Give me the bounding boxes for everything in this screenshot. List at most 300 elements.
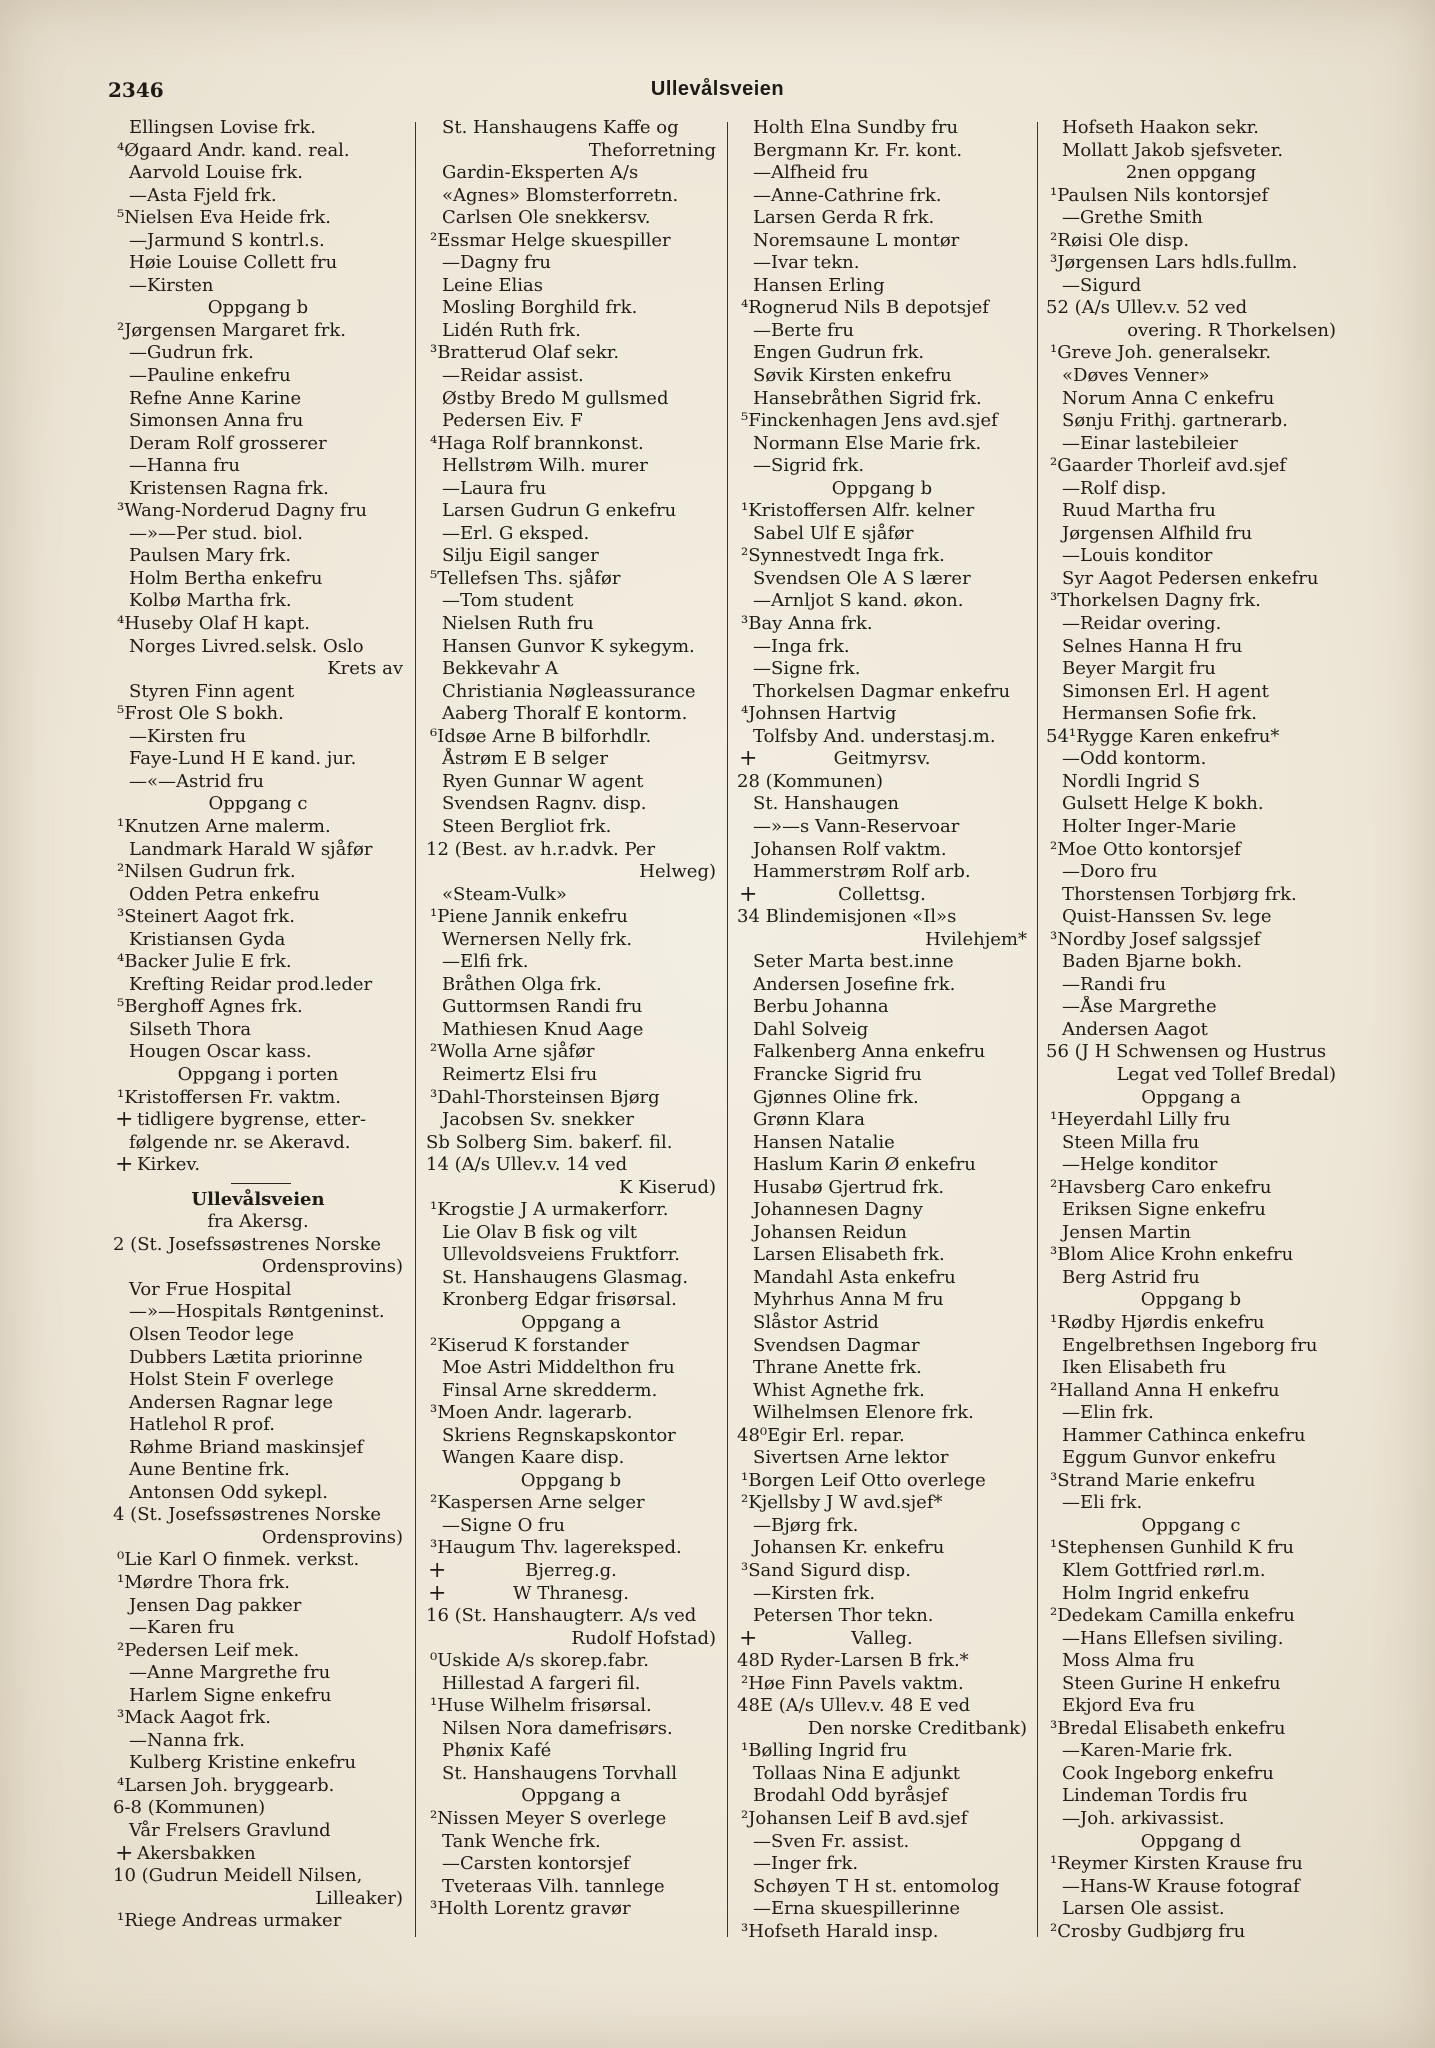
entry-text: Akersbakken [137,1842,256,1864]
entry-text: Oppgang c [1141,1514,1241,1536]
directory-entry [737,320,1027,343]
directory-entry [725,1673,1027,1696]
entry-text: Wangen Kaare disp. [442,1447,625,1469]
directory-entry [426,996,716,1019]
entry-text: ³Blom Alice Krohn enkefru [1050,1244,1294,1266]
directory-entry [1034,1537,1336,1560]
directory-entry [1046,861,1336,884]
directory-entry [1046,1132,1336,1155]
entry-text: Christiania Nøgleassurance [442,680,696,702]
entry-text: Svendsen Ragnv. disp. [442,793,647,815]
directory-entry [1034,455,1336,478]
entry-text: Iken Elisabeth fru [1062,1357,1227,1379]
section-heading [113,793,403,816]
entry-text: Lie Olav B fisk og vilt [442,1221,638,1243]
entry-text: Skriens Regnskapskontor [442,1424,676,1446]
entry-text: 34 Blindemisjonen «Il»s [737,906,957,928]
entry-text: —Alfheid fru [753,162,869,184]
directory-entry [1046,478,1336,501]
entry-text: ⁵Berghoff Agnes frk. [117,996,303,1018]
directory-entry [1046,613,1336,636]
directory-entry [426,1244,716,1267]
entry-text: Olsen Teodor lege [129,1323,295,1345]
directory-entry [414,568,716,591]
entry-text: Hillestad A fargeri fil. [442,1672,641,1694]
directory-entry [426,365,716,388]
entry-text: Myhrhus Anna M fru [753,1289,944,1311]
entry-text: Larsen Gerda R frk. [753,207,935,229]
directory-entry [426,500,716,523]
cross-icon: + [115,1109,134,1132]
entry-text: —Hanna fru [129,455,240,477]
entry-text: ¹Riege Andreas urmaker [117,1910,342,1932]
directory-entry [101,500,403,523]
entry-text: Mandahl Asta enkefru [753,1266,956,1288]
entry-text: ³Wang-Norderud Dagny fru [117,500,367,522]
entry-text: 28 (Kommunen) [737,770,884,792]
entry-text: Theforretning [588,139,716,161]
entry-continuation [426,1177,716,1200]
entry-text: Ullevålsveien [191,1188,325,1210]
entry-text: Finsal Arne skredderm. [442,1379,658,1401]
directory-entry [101,1549,403,1572]
directory-entry [1046,433,1336,456]
entry-text: ²Høe Finn Pavels vaktm. [741,1672,964,1694]
directory-entry [1046,1695,1336,1718]
directory-entry [113,974,403,997]
directory-entry [1034,230,1336,253]
entry-text: Svendsen Dagmar [753,1334,920,1356]
entry-text: —Laura fru [442,477,547,499]
directory-entry [1046,816,1336,839]
column-3 [737,117,1027,1943]
directory-entry [414,1041,716,1064]
directory-entry [737,1064,1027,1087]
directory-entry [426,478,716,501]
entry-text: —Sven Fr. assist. [753,1830,910,1852]
entry-text: Sb Solberg Sim. bakerf. fil. [426,1131,673,1153]
entry-text: ⁴Johnsen Hartvig [741,703,897,725]
directory-entry [113,185,403,208]
directory-entry [737,861,1027,884]
directory-entry [426,275,716,298]
entry-text: Simonsen Anna fru [129,410,304,432]
entry-text: ³Holth Lorentz gravør [430,1898,631,1920]
cross-street [113,1154,403,1177]
entry-text: Andersen Ragnar lege [129,1391,334,1413]
entry-text: Eggum Gunvor enkefru [1062,1447,1277,1469]
directory-entry [426,1763,716,1786]
entry-text: —Doro fru [1062,861,1158,883]
entry-text: —Elfi frk. [442,951,529,973]
entry-text: —Inger frk. [753,1853,859,1875]
directory-entry [113,1617,403,1640]
directory-entry [737,162,1027,185]
entry-text: ²Havsberg Caro enkefru [1050,1176,1272,1198]
entry-text: ⁶Idsøe Arne B bilforhdlr. [430,725,652,747]
directory-entry [1034,1718,1336,1741]
directory-entry [737,1515,1027,1538]
section-heading [1046,162,1336,185]
entry-text: —Åse Margrethe [1062,996,1217,1018]
directory-entry [1046,523,1336,546]
entry-text: Lidén Ruth frk. [442,319,581,341]
directory-entry [426,929,716,952]
directory-entry [1046,1808,1336,1831]
directory-entry [113,117,403,140]
page-number: 2346 [108,78,164,102]
entry-text: Grønn Klara [753,1109,865,1131]
directory-entry [101,996,403,1019]
entry-text: Oppgang i porten [177,1063,339,1085]
entry-text: —Ivar tekn. [753,252,860,274]
entry-text: Dahl Solveig [753,1018,869,1040]
section-heading [426,1470,716,1493]
directory-entry [426,748,716,771]
section-heading [737,478,1027,501]
directory-entry [414,726,716,749]
directory-entry [725,613,1027,636]
entry-text: ¹Paulsen Nils kontorsjef [1050,184,1269,206]
directory-entry [1046,681,1336,704]
directory-entry [737,1199,1027,1222]
directory-entry [737,1177,1027,1200]
entry-text: Eriksen Signe enkefru [1062,1199,1266,1221]
entry-text: Larsen Gudrun G enkefru [442,500,677,522]
entry-text: —Elin frk. [1062,1402,1154,1424]
entry-text: Helweg) [639,861,716,883]
entry-text: Norges Livred.selsk. Oslo [129,635,364,657]
entry-text: «Steam-Vulk» [442,883,567,905]
directory-entry [725,1740,1027,1763]
column-4 [1046,117,1336,1943]
entry-text: —Rolf disp. [1062,477,1167,499]
entry-text: Jacobsen Sv. snekker [442,1109,634,1131]
entry-text: Thorstensen Torbjørg frk. [1062,883,1297,905]
entry-continuation [426,140,716,163]
entry-text: —Kirsten fru [129,725,247,747]
directory-entry [1046,1357,1336,1380]
entry-text: Ordensprovins) [261,1256,403,1278]
directory-entry [426,410,716,433]
entry-text: Syr Aagot Pedersen enkefru [1062,567,1319,589]
directory-entry [737,342,1027,365]
directory-entry [113,410,403,433]
directory-entry [113,636,403,659]
directory-entry [1046,1763,1336,1786]
entry-text: Wilhelmsen Elenore frk. [753,1402,974,1424]
directory-entry [737,1537,1027,1560]
building-number-entry [737,1425,1027,1448]
entry-text: ²Pedersen Leif mek. [117,1639,300,1661]
entry-text: —Dagny fru [442,252,552,274]
entry-text: —Inga frk. [753,635,850,657]
directory-entry [414,1898,716,1921]
directory-entry [725,1470,1027,1493]
entry-text: ²Wolla Arne sjåfør [430,1041,595,1063]
entry-text: St. Hanshaugens Glasmag. [442,1266,689,1288]
directory-entry [113,1414,403,1437]
directory-entry [737,455,1027,478]
building-number-entry [1046,1041,1336,1064]
entry-text: Norum Anna C enkefru [1062,387,1275,409]
entry-text: Søvik Kirsten enkefru [753,365,952,387]
entry-text: Oppgang a [521,1311,621,1333]
entry-text: ²Synnestvedt Inga frk. [741,545,945,567]
directory-entry [113,1132,403,1155]
section-rule [113,1177,403,1189]
directory-entry [1046,1650,1336,1673]
directory-entry [737,1357,1027,1380]
directory-entry [113,1459,403,1482]
directory-entry [113,1730,403,1753]
directory-entry [101,861,403,884]
entry-text: Holm Bertha enkefru [129,567,323,589]
entry-text: ²Halland Anna H enkefru [1050,1379,1280,1401]
entry-text: —Karen fru [129,1617,235,1639]
directory-entry [737,1109,1027,1132]
entry-text: —»—Per stud. biol. [129,522,303,544]
directory-entry [737,523,1027,546]
entry-text: —Kirsten [129,274,214,296]
building-number-entry [113,1865,403,1888]
building-number-entry [737,1650,1027,1673]
building-number-entry [113,1797,403,1820]
directory-entry [426,884,716,907]
directory-entry [101,1087,403,1110]
cross-street [737,1628,1027,1651]
entry-text: 10 (Gudrun Meidell Nilsen, [113,1865,363,1887]
entry-text: ⁵Tellefsen Ths. sjåfør [430,567,621,589]
directory-entry [1046,365,1336,388]
entry-text: —Sigrid frk. [753,455,865,477]
directory-entry [737,793,1027,816]
directory-entry [1046,140,1336,163]
entry-text: 12 (Best. av h.r.advk. Per [426,838,656,860]
directory-entry [113,884,403,907]
entry-text: Guttormsen Randi fru [442,996,643,1018]
directory-entry [1046,117,1336,140]
entry-text: Ryen Gunnar W agent [442,770,644,792]
section-heading [1046,1831,1336,1854]
entry-text: —Reidar assist. [442,365,584,387]
entry-text: Slåstor Astrid [753,1311,879,1333]
entry-text: Hatlehol R prof. [129,1414,275,1436]
entry-text: ³Steinert Aagot frk. [117,906,295,928]
entry-continuation [737,929,1027,952]
entry-text: Mollatt Jakob sjefsveter. [1062,139,1284,161]
entry-text: St. Hanshaugens Torvhall [442,1762,677,1784]
directory-entry [737,996,1027,1019]
directory-entry [1046,658,1336,681]
directory-entry [426,1380,716,1403]
directory-entry [1046,1222,1336,1245]
entry-text: 16 (St. Hanshaugterr. A/s ved [426,1605,697,1627]
section-heading [113,1064,403,1087]
entry-text: Hofseth Haakon sekr. [1062,117,1259,138]
directory-entry [426,1267,716,1290]
entry-text: Hellstrøm Wilh. murer [442,455,648,477]
entry-text: ¹Heyerdahl Lilly fru [1050,1109,1231,1131]
entry-text: —Joh. arkivassist. [1062,1808,1225,1830]
directory-entry [737,1605,1027,1628]
directory-entry [113,1301,403,1324]
entry-text: Jensen Dag pakker [129,1594,302,1616]
entry-continuation [1046,320,1336,343]
directory-entry [737,1222,1027,1245]
entry-text: ¹Knutzen Arne malerm. [117,815,331,837]
entry-text: Hansen Natalie [753,1131,895,1153]
directory-entry [1046,906,1336,929]
entry-text: ²Nissen Meyer S overlege [430,1808,667,1830]
directory-entry [113,726,403,749]
directory-entry [414,1808,716,1831]
directory-entry [113,1347,403,1370]
entry-text: Brodahl Odd byråsjef [753,1785,948,1807]
directory-entry [426,974,716,997]
entry-text: Cook Ingeborg enkefru [1062,1762,1274,1784]
entry-text: 48⁰Egir Erl. repar. [737,1424,905,1446]
entry-text: Hansen Erling [753,274,885,296]
entry-text: følgende nr. se Akeravd. [129,1131,351,1153]
directory-entry [1034,1380,1336,1403]
entry-text: Husabø Gjertrud frk. [753,1176,945,1198]
entry-text: Collettsg. [838,883,926,905]
entry-text: Oppgang b [1140,1289,1242,1311]
column-2 [426,117,716,1921]
directory-entry [1034,1853,1336,1876]
entry-text: ³Jørgensen Lars hdls.fullm. [1050,252,1298,274]
directory-entry [426,1673,716,1696]
entry-text: Høie Louise Collett fru [129,252,338,274]
directory-entry [737,1447,1027,1470]
directory-entry [426,1515,716,1538]
entry-text: Aaberg Thoralf E kontorm. [442,703,688,725]
entry-text: Tank Wenche frk. [442,1830,601,1852]
directory-entry [101,1572,403,1595]
entry-text: Oppgang b [520,1469,622,1491]
directory-entry [414,433,716,456]
entry-text: 48E (A/s Ullev.v. 48 E ved [737,1695,971,1717]
entry-text: Hougen Oscar kass. [129,1041,312,1063]
entry-text: W Thranesg. [513,1582,629,1604]
cross-street [113,1109,403,1132]
entry-text: —Asta Fjeld frk. [129,184,277,206]
directory-entry [414,1199,716,1222]
directory-entry [1046,1628,1336,1651]
directory-entry [414,342,716,365]
entry-text: ²Kaspersen Arne selger [430,1492,645,1514]
cross-icon: + [739,748,758,771]
directory-entry [1046,1019,1336,1042]
entry-text: ³Dahl-Thorsteinsen Bjørg [430,1086,660,1108]
entry-text: —Erl. G eksped. [442,522,590,544]
entry-text: Normann Else Marie frk. [753,432,982,454]
entry-text: Jørgensen Alfhild fru [1062,522,1253,544]
entry-text: Oppgang c [208,793,308,815]
entry-text: —«—Astrid fru [129,770,264,792]
entry-text: Kirkev. [137,1154,201,1176]
directory-entry [1046,1335,1336,1358]
directory-entry [1046,1402,1336,1425]
entry-text: Holst Stein F overlege [129,1369,334,1391]
directory-entry [725,1808,1027,1831]
entry-text: Steen Milla fru [1062,1131,1200,1153]
entry-text: Gulsett Helge K bokh. [1062,793,1264,815]
directory-entry [113,1662,403,1685]
directory-entry [1034,1605,1336,1628]
directory-entry [414,1650,716,1673]
entry-text: Gjønnes Oline frk. [753,1086,919,1108]
directory-entry [113,478,403,501]
directory-entry [426,162,716,185]
entry-text: Quist-Hanssen Sv. lege [1062,906,1272,928]
directory-entry [737,1289,1027,1312]
directory-entry [113,771,403,794]
entry-text: ¹Piene Jannik enkefru [430,906,628,928]
entry-text: ⁴Haga Rolf brannkonst. [430,432,644,454]
entry-text: Nielsen Ruth fru [442,613,594,635]
directory-entry [426,636,716,659]
directory-entry [113,1595,403,1618]
directory-entry [414,1537,716,1560]
directory-entry [113,1324,403,1347]
entry-text: ¹Mørdre Thora frk. [117,1572,290,1593]
directory-entry [113,1279,403,1302]
directory-entry [426,1064,716,1087]
directory-entry [426,320,716,343]
entry-text: Svendsen Ole A S lærer [753,567,971,589]
entry-text: ¹Huse Wilhelm frisørsal. [430,1695,652,1717]
entry-text: Andersen Aagot [1062,1018,1208,1040]
directory-entry [426,545,716,568]
directory-entry [426,1425,716,1448]
entry-text: —Anne-Cathrine frk. [753,184,942,206]
directory-entry [414,1695,716,1718]
directory-entry [113,681,403,704]
column-divider [727,122,728,1937]
entry-text: —»—Hospitals Røntgeninst. [129,1301,385,1323]
building-number-entry [426,839,716,862]
directory-entry [113,1369,403,1392]
entry-continuation [426,861,716,884]
directory-entry [737,1132,1027,1155]
directory-entry [1046,974,1336,997]
directory-entry [426,1831,716,1854]
directory-entry [737,1380,1027,1403]
entry-text: Mosling Borghild frk. [442,297,638,319]
building-number-entry [1046,726,1336,749]
entry-text: ¹Reymer Kirsten Krause fru [1050,1853,1303,1875]
entry-text: Engelbrethsen Ingeborg fru [1062,1334,1318,1356]
directory-entry [737,1898,1027,1921]
directory-entry [1046,793,1336,816]
section-heading [113,1211,403,1234]
section-heading [426,1785,716,1808]
cross-icon: + [115,1842,134,1866]
entry-text: Steen Bergliot frk. [442,815,612,837]
entry-text: Landmark Harald W sjåfør [129,838,373,860]
building-number-entry [737,771,1027,794]
entry-text: ³Strand Marie enkefru [1050,1469,1256,1491]
entry-text: ²Crosby Gudbjørg fru [1050,1920,1246,1942]
entry-text: ³Sand Sigurd disp. [741,1560,911,1581]
directory-entry [414,230,716,253]
directory-entry [737,388,1027,411]
directory-entry [426,681,716,704]
entry-text: —Randi fru [1062,973,1167,995]
directory-entry [113,590,403,613]
